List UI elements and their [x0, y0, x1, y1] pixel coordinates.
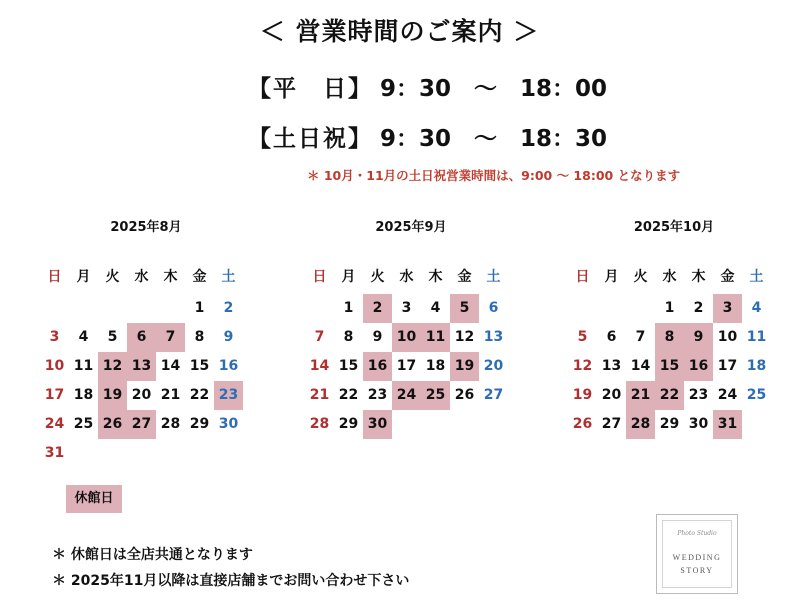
day-cell: 20 [131, 387, 152, 403]
weekday-thu: 木 [691, 269, 706, 285]
day-cell: 7 [314, 329, 325, 345]
day-cell: 3 [401, 300, 412, 316]
day-cell: 10 [392, 323, 421, 352]
day-cell: 30 [218, 416, 239, 432]
day-cell: 7 [156, 323, 185, 352]
day-cell: 13 [601, 358, 622, 374]
day-cell: 25 [746, 387, 767, 403]
day-cell: 7 [635, 329, 646, 345]
empty-cell [98, 294, 127, 323]
day-cell: 22 [655, 381, 684, 410]
day-cell: 6 [127, 323, 156, 352]
empty-cell [40, 294, 69, 323]
calendar-august [40, 216, 252, 468]
day-cell: 11 [746, 329, 767, 345]
weekday-tue: 火 [370, 269, 385, 285]
day-cell: 2 [693, 300, 704, 316]
day-cell: 18 [746, 358, 767, 374]
day-cell: 23 [688, 387, 709, 403]
weekday-tue: 火 [105, 269, 120, 285]
day-cell: 14 [309, 358, 330, 374]
day-cell: 9 [223, 329, 234, 345]
day-cell: 4 [78, 329, 89, 345]
day-cell: 16 [684, 352, 713, 381]
day-cell: 27 [601, 416, 622, 432]
weekday-hours-row [248, 70, 607, 103]
day-cell: 19 [450, 352, 479, 381]
empty-cell [626, 294, 655, 323]
day-cell: 21 [309, 387, 330, 403]
day-cell: 24 [717, 387, 738, 403]
day-cell: 11 [73, 358, 94, 374]
calendar-month-title: 2025年8月 [110, 220, 182, 235]
day-cell: 3 [713, 294, 742, 323]
day-cell: 28 [160, 416, 181, 432]
calendar-month-title: 2025年9月 [375, 220, 447, 235]
day-cell: 17 [717, 358, 738, 374]
empty-cell [597, 294, 626, 323]
day-cell: 26 [98, 410, 127, 439]
day-cell: 29 [189, 416, 210, 432]
empty-cell [568, 294, 597, 323]
day-cell: 3 [49, 329, 60, 345]
day-cell: 24 [392, 381, 421, 410]
day-cell: 9 [684, 323, 713, 352]
day-cell: 19 [98, 381, 127, 410]
day-cell: 16 [218, 358, 239, 374]
day-cell: 31 [44, 445, 65, 461]
day-cell: 20 [601, 387, 622, 403]
footnote-inquiry: ＊ 2025年11月以降は直接店舗までお問い合わせ下さい [52, 573, 410, 589]
calendar-days [305, 294, 517, 439]
weekday-thu: 木 [163, 269, 178, 285]
day-cell: 16 [363, 352, 392, 381]
day-cell: 23 [214, 381, 243, 410]
day-cell: 29 [659, 416, 680, 432]
weekday-hours-label: 【平 日】 [248, 76, 373, 102]
day-cell: 19 [572, 387, 593, 403]
logo-script-text: Photo Studio [677, 530, 717, 537]
day-cell: 27 [127, 410, 156, 439]
weekday-mon: 月 [76, 269, 91, 285]
day-cell: 14 [630, 358, 651, 374]
day-cell: 28 [309, 416, 330, 432]
calendar-september [305, 216, 517, 439]
weekend-hours-time: 9：30 ～ 18：30 [380, 126, 608, 152]
calendar-month-title: 2025年10月 [633, 220, 715, 235]
day-cell: 9 [372, 329, 383, 345]
day-cell: 13 [483, 329, 504, 345]
day-cell: 15 [338, 358, 359, 374]
day-cell: 2 [363, 294, 392, 323]
day-cell: 26 [454, 387, 475, 403]
day-cell: 4 [751, 300, 762, 316]
calendar-days [40, 294, 252, 468]
day-cell: 8 [655, 323, 684, 352]
day-cell: 21 [626, 381, 655, 410]
day-cell: 17 [44, 387, 65, 403]
weekday-sun: 日 [312, 269, 327, 285]
day-cell: 13 [127, 352, 156, 381]
day-cell: 5 [107, 329, 118, 345]
day-cell: 1 [664, 300, 675, 316]
weekday-fri: 金 [720, 269, 735, 285]
day-cell: 8 [194, 329, 205, 345]
weekday-sat: 土 [486, 269, 501, 285]
weekday-header [305, 263, 517, 292]
weekday-fri: 金 [457, 269, 472, 285]
weekday-header [40, 263, 252, 292]
day-cell: 23 [367, 387, 388, 403]
empty-cell [69, 294, 98, 323]
day-cell: 18 [73, 387, 94, 403]
weekday-mon: 月 [604, 269, 619, 285]
weekday-hours-time: 9：30 ～ 18：00 [380, 76, 608, 102]
day-cell: 8 [343, 329, 354, 345]
weekday-wed: 水 [662, 269, 677, 285]
day-cell: 1 [343, 300, 354, 316]
closed-day-legend: 休館日 [66, 485, 122, 513]
weekday-header [568, 263, 780, 292]
day-cell: 2 [223, 300, 234, 316]
day-cell: 26 [572, 416, 593, 432]
day-cell: 11 [421, 323, 450, 352]
day-cell: 12 [454, 329, 475, 345]
day-cell: 27 [483, 387, 504, 403]
weekday-wed: 水 [134, 269, 149, 285]
day-cell: 30 [688, 416, 709, 432]
day-cell: 6 [488, 300, 499, 316]
day-cell: 1 [194, 300, 205, 316]
day-cell: 17 [396, 358, 417, 374]
empty-cell [305, 294, 334, 323]
weekday-sat: 土 [221, 269, 236, 285]
weekend-hours-label: 【土日祝】 [248, 126, 373, 152]
day-cell: 21 [160, 387, 181, 403]
day-cell: 4 [430, 300, 441, 316]
day-cell: 28 [626, 410, 655, 439]
logo-story-text: STORY [680, 566, 714, 575]
weekday-wed: 水 [399, 269, 414, 285]
weekday-mon: 月 [341, 269, 356, 285]
page-title: ＜ 営業時間のご案内 ＞ [259, 17, 540, 46]
day-cell: 10 [44, 358, 65, 374]
footnote-common-closed: ＊ 休館日は全店共通となります [52, 547, 253, 563]
day-cell: 14 [160, 358, 181, 374]
weekday-fri: 金 [192, 269, 207, 285]
day-cell: 15 [655, 352, 684, 381]
weekday-sun: 日 [47, 269, 62, 285]
day-cell: 22 [338, 387, 359, 403]
day-cell: 25 [421, 381, 450, 410]
calendar-october [568, 216, 780, 439]
weekend-hours-row [248, 120, 607, 153]
day-cell: 22 [189, 387, 210, 403]
empty-cell [156, 294, 185, 323]
wedding-story-logo [656, 514, 738, 594]
weekday-sat: 土 [749, 269, 764, 285]
calendar-days [568, 294, 780, 439]
day-cell: 24 [44, 416, 65, 432]
logo-wedding-text: WEDDING [672, 553, 722, 562]
day-cell: 15 [189, 358, 210, 374]
day-cell: 29 [338, 416, 359, 432]
day-cell: 6 [606, 329, 617, 345]
day-cell: 12 [98, 352, 127, 381]
hours-note: ＊ 10月・11月の土日祝営業時間は、9:00 ～ 18:00 となります [307, 168, 681, 183]
day-cell: 25 [73, 416, 94, 432]
day-cell: 12 [572, 358, 593, 374]
day-cell: 5 [450, 294, 479, 323]
day-cell: 5 [577, 329, 588, 345]
weekday-tue: 火 [633, 269, 648, 285]
day-cell: 30 [363, 410, 392, 439]
weekday-thu: 木 [428, 269, 443, 285]
day-cell: 10 [717, 329, 738, 345]
day-cell: 20 [483, 358, 504, 374]
day-cell: 31 [713, 410, 742, 439]
empty-cell [127, 294, 156, 323]
weekday-sun: 日 [575, 269, 590, 285]
day-cell: 18 [425, 358, 446, 374]
